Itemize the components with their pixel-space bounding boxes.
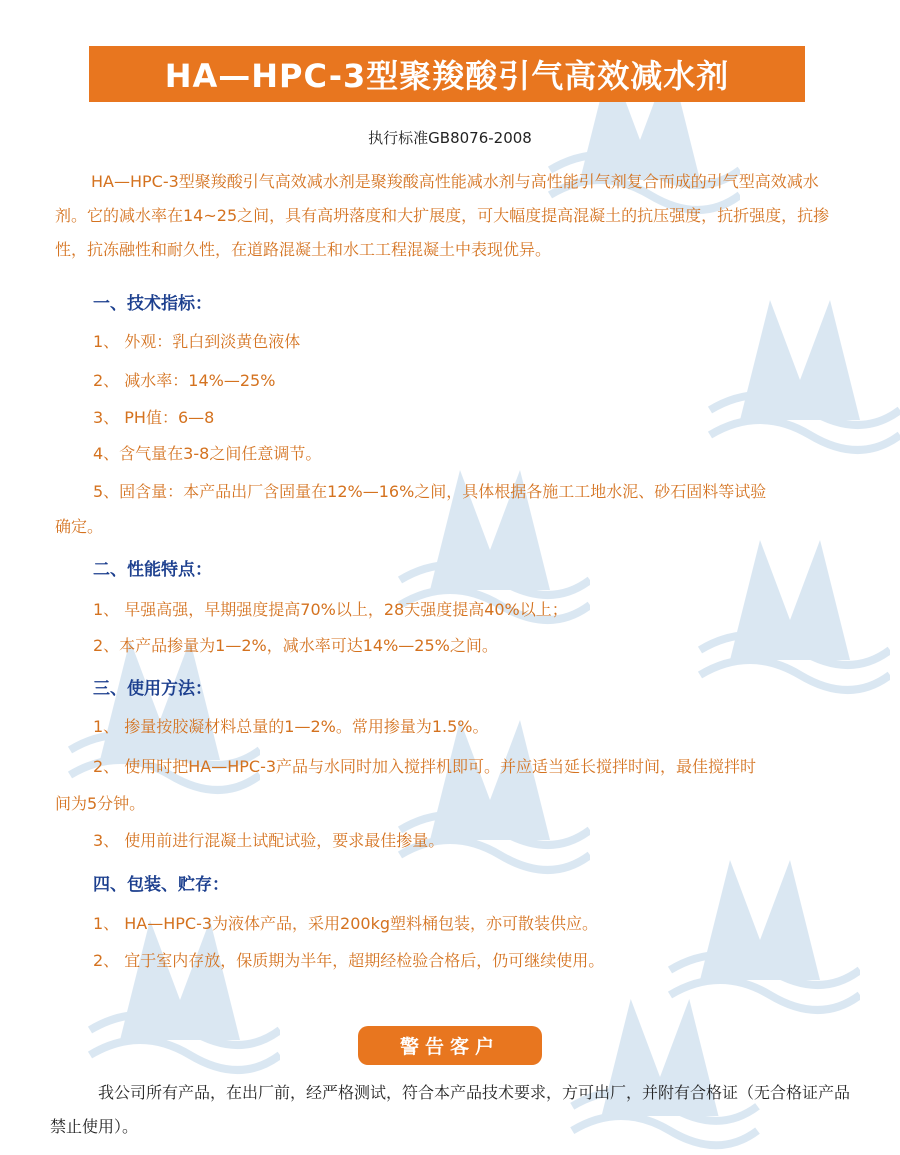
list-item: 2、本产品掺量为1—2%，减水率可达14%—25%之间。 <box>93 636 498 655</box>
list-item: 4、含气量在3-8之间任意调节。 <box>93 444 322 463</box>
list-item: 1、 外观：乳白到淡黄色液体 <box>93 332 301 351</box>
section-heading: 二、性能特点： <box>93 560 212 580</box>
watermark-logo <box>690 500 890 700</box>
list-item: 2、 使用时把HA—HPC-3产品与水同时加入搅拌机即可。并应适当延长搅拌时间，最佳搅拌时 <box>93 757 757 776</box>
section-heading: 一、技术指标： <box>93 294 212 314</box>
section-heading: 三、使用方法： <box>93 679 212 699</box>
list-item: 1、 掺量按胶凝材料总量的1—2%。常用掺量为1.5%。 <box>93 717 489 736</box>
list-item: 3、 PH值：6—8 <box>93 408 215 427</box>
list-item: 1、 早强高强，早期强度提高70%以上，28天强度提高40%以上； <box>93 600 568 619</box>
list-item: 3、 使用前进行混凝土试配试验，要求最佳掺量。 <box>93 831 445 850</box>
section-heading: 四、包装、贮存： <box>93 875 229 895</box>
warning-label: 警告客户 <box>358 1026 542 1065</box>
page-title: HA—HPC-3型聚羧酸引气高效减水剂 <box>89 46 805 102</box>
list-item: 2、 减水率：14%—25% <box>93 371 276 390</box>
watermark-logo <box>700 260 900 460</box>
standard-line: 执行标准GB8076-2008 <box>368 129 532 147</box>
warning-text: 我公司所有产品，在出厂前，经严格测试，符合本产品技术要求，方可出厂，并附有合格证（无合格证产品禁止使用）。 <box>50 1083 851 1136</box>
intro-paragraph: HA—HPC-3型聚羧酸引气高效减水剂是聚羧酸高性能减水剂与高性能引气剂复合而成的引气型高效减水剂。它的减水率在14~25之间，具有高坍落度和大扩展度，可大幅度提高混凝土的抗压强度，抗折强度，抗掺性，抗冻融性和耐久性，在道路混凝土和水工工程混凝土中表现优异。 <box>55 172 830 259</box>
list-item: 2、 宜于室内存放，保质期为半年，超期经检验合格后，仍可继续使用。 <box>93 951 605 970</box>
list-item: 1、 HA—HPC-3为液体产品，采用200kg塑料桶包装，亦可散装供应。 <box>93 914 599 933</box>
list-item: 间为5分钟。 <box>55 794 146 813</box>
list-item: 5、固含量：本产品出厂含固量在12%—16%之间，具体根据各施工工地水泥、砂石固料等试验 <box>93 482 767 501</box>
watermark-logo <box>80 880 280 1080</box>
watermark-logo <box>660 820 860 1020</box>
list-item: 确定。 <box>55 517 104 536</box>
